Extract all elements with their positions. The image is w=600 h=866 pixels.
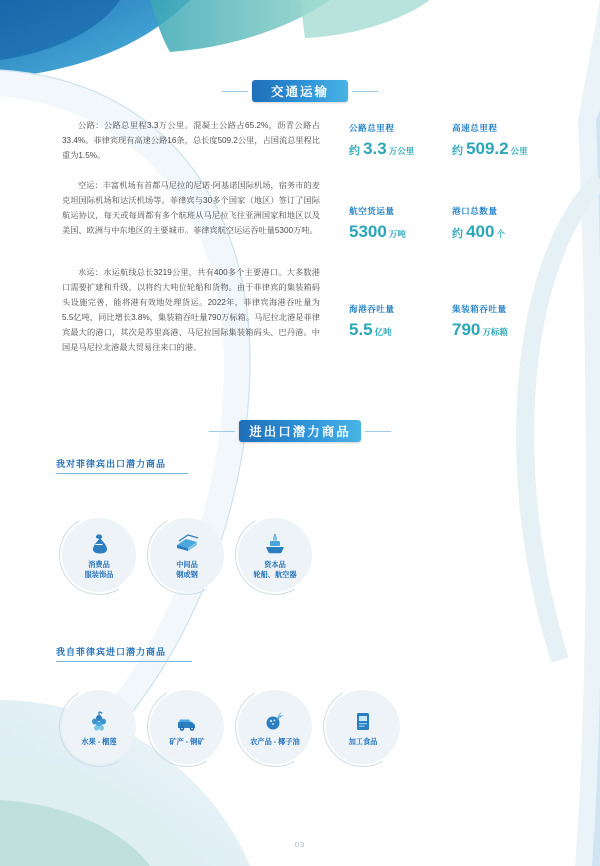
bag-icon: [87, 531, 111, 557]
package-icon: [352, 708, 374, 734]
stat-number: 790: [452, 320, 481, 339]
section-banner-transport: [252, 80, 348, 102]
import-item-agriculture[interactable]: [238, 690, 312, 764]
stat-seaport-throughput: [349, 303, 394, 340]
stat-unit: 公里: [510, 146, 528, 156]
ship-icon: [262, 531, 288, 557]
subheading-export: [56, 457, 188, 472]
import-item-fruit[interactable]: [62, 690, 136, 764]
stat-label: 公路总里程: [349, 123, 395, 133]
import-items: [62, 690, 400, 764]
stat-label: 海港吞吐量: [349, 304, 395, 314]
stat-prefix: 约: [452, 228, 467, 240]
banner-wing-right: [352, 91, 378, 92]
stat-label: 集装箱吞吐量: [452, 304, 507, 314]
import-item-label: 矿产 - 铜矿: [169, 736, 205, 746]
banner-wing-right: [365, 431, 391, 432]
import-item-processed-food[interactable]: [326, 690, 400, 764]
export-items: [62, 518, 326, 592]
section-title-transport: 交通运输: [270, 85, 329, 99]
stat-value: [452, 222, 505, 242]
stat-prefix: 约: [349, 145, 364, 157]
stat-port-count: [452, 205, 505, 242]
import-item-label: 水果 - 榴莲: [81, 736, 117, 746]
grapes-icon: [87, 708, 111, 734]
stat-container-throughput: [452, 303, 508, 340]
section-title-trade: 进出口潜力商品: [249, 425, 351, 439]
paragraph-water: 水运：水运航线总长3219公里，共有400多个主要港口。大多数港口需要扩建和升级，以将约大吨位轮船和货物。由于菲律宾的集装箱码头设施完善，能将港有效地处理货运。2022年，菲律宾海港吞吐量为5.5亿吨，同比增长3.8%，集装箱吞吐量790万标箱。马尼拉北港是菲律宾最大的港口，其次是苏里高港、马尼拉国际集装箱码头、巴丹港。中国是马尼拉北港最大贸易往来口的港。: [62, 268, 320, 352]
export-item-consumer-goods[interactable]: [62, 518, 136, 592]
export-item-intermediate-goods[interactable]: [150, 518, 224, 592]
stat-value: [349, 320, 394, 340]
stat-prefix: 约: [452, 145, 467, 157]
subheading-import-label: 我自菲律宾进口潜力商品: [56, 647, 167, 657]
stat-number: 400: [466, 222, 495, 241]
subheading-underline: [56, 473, 188, 474]
export-item-label: 资本品 轮船、航空器: [253, 559, 297, 579]
banner-wing-left: [222, 91, 248, 92]
banner-wing-left: [209, 431, 235, 432]
subheading-underline: [56, 661, 192, 662]
stat-unit: 万标箱: [482, 327, 508, 337]
stat-value: [452, 320, 508, 340]
stat-number: 509.2: [466, 139, 509, 158]
stat-number: 5300: [349, 222, 387, 241]
stat-number: 5.5: [349, 320, 373, 339]
stat-value: [452, 139, 528, 159]
stat-road-length: [349, 122, 414, 159]
subheading-import: [56, 645, 192, 660]
stat-unit: 万公里: [388, 146, 415, 156]
import-item-label: 加工食品: [348, 736, 378, 746]
stat-label: 航空货运量: [349, 206, 395, 216]
export-item-capital-goods[interactable]: [238, 518, 312, 592]
stat-air-cargo: [349, 205, 406, 242]
page-number: 03: [294, 840, 306, 849]
stat-unit: 个: [496, 229, 505, 239]
stat-label: 高速总里程: [452, 123, 498, 133]
coconut-icon: [262, 708, 288, 734]
stat-unit: 万吨: [388, 229, 406, 239]
import-item-label: 农产品 - 椰子油: [250, 736, 300, 746]
steel-plate-icon: [174, 531, 200, 557]
paragraph-road: 公路：公路总里程3.3万公里。混凝土公路占65.2%，沥青公路占33.4%。菲律宾现有高速公路16条，总长度509.2公里，占国流总里程比重为1.5%。: [62, 121, 320, 160]
stat-value: [349, 139, 414, 159]
import-item-mining[interactable]: [150, 690, 224, 764]
paragraph-air: 空运：丰富机场有首都马尼拉的尼诺·阿基诺国际机场，宿务市的麦克坦国际机场和达沃机场等。菲律宾与30多个国家（地区）签订了国际航运协议，每天或每周都有多个航班从马尼拉飞往亚洲国家和地区以及美国、欧洲与中东地区的主要城市。菲律宾航空运运吞吐量5300万吨。: [62, 181, 320, 235]
section-banner-trade: [239, 420, 361, 442]
subheading-export-label: 我对菲律宾出口潜力商品: [56, 459, 167, 469]
export-item-label: 中间品 钢或钢: [176, 559, 198, 579]
stat-unit: 亿吨: [374, 327, 392, 337]
stat-expressway-length: [452, 122, 528, 159]
export-item-label: 消费品 服装饰品: [84, 559, 114, 579]
mining-truck-icon: [174, 708, 200, 734]
stat-label: 港口总数量: [452, 206, 498, 216]
stat-value: [349, 222, 406, 242]
stat-number: 3.3: [363, 139, 387, 158]
